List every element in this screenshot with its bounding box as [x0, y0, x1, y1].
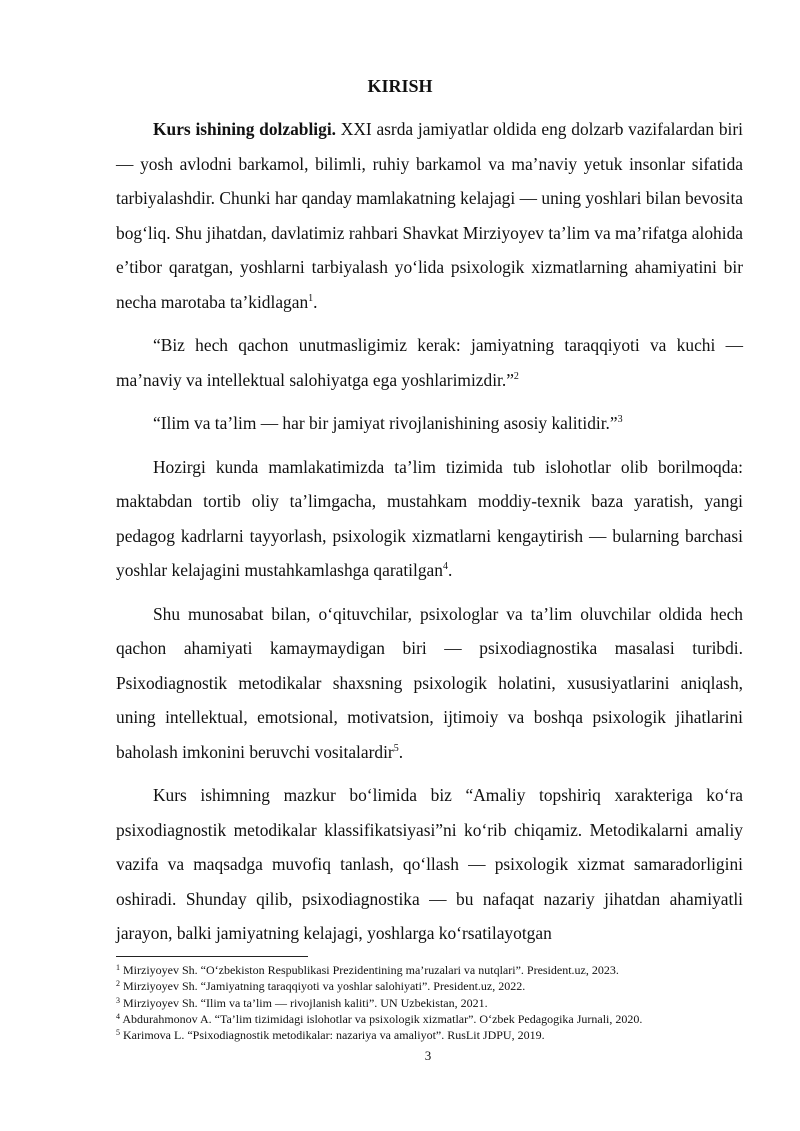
footnote-ref-2[interactable]: 2 — [513, 370, 519, 382]
course-text: Kurs ishimning mazkur bo‘limida biz “Amaliy topshiriq xarakteriga ko‘ra psixodiagnostik metodikalar klassifikatsiyasi”ni ko‘rib chiqamiz. Metodikalarni amaliy vazifa va maqsadga muvofiq tanlash, qo‘llash — psixologik xizmat samaradorligini oshiradi. Shunday qilib, psixodiagnostika — bu nafaqat nazariy jihatdan ahamiyatli jarayon, balki jamiyatning kelajagi, yoshlarga ko‘rsatilayotgan — [116, 785, 743, 943]
footnote-number: 2 — [116, 979, 120, 989]
footnote-item — [116, 1027, 756, 1043]
footnote-text: Abdurahmonov A. “Ta’lim tizimidagi islohotlar va psixologik xizmatlar”. O‘zbek Pedagogika Jurnali, 2020. — [120, 1011, 643, 1026]
psychodiagnostics-end: . — [398, 741, 404, 762]
footnote-item — [116, 1011, 756, 1027]
footnote-ref-4[interactable]: 4 — [442, 561, 448, 572]
quote-paragraph-1 — [116, 328, 743, 397]
footnote-item — [116, 995, 756, 1011]
page-title: KIRISH — [367, 76, 433, 96]
intro-end: . — [313, 291, 318, 312]
footnote-ref-5[interactable]: 5 — [393, 742, 399, 754]
page-number: 3 — [424, 1048, 432, 1063]
quote-2-text: “Ilim va ta’lim — har bir jamiyat rivojlanishining asosiy kalitidir.” — [153, 413, 618, 433]
psychodiagnostics-text: Shu munosabat bilan, o‘qituvchilar, psixologlar va ta’lim oluvchilar oldida hech qachon ahamiyati kamaymaydigan biri — psixodiagnostika masalasi turibdi. Psixodiagnostik metodikalar shaxsning psixologik holatini, xususiyatlarini aniqlash, uning intellektual, emotsional, motivatsion, ijtimoiy va boshqa psixologik jihatlarini baholash imkonini beruvchi vositalardir — [116, 603, 743, 762]
footnote-number: 5 — [116, 1028, 120, 1038]
footnote-number: 3 — [116, 995, 120, 1005]
footnote-item — [116, 978, 756, 994]
reforms-text: Hozirgi kunda mamlakatimizda ta’lim tizimida tub islohotlar olib borilmoqda: maktabdan tortib oliy ta’limgacha, mustahkam moddiy-texnik baza yaratish, yangi pedagog kadrlarni tayyorlash, psixologik xizmatlarni kengaytirish — bularning barchasi yoshlar kelajagini mustahkamlashga qaratilgan — [116, 456, 743, 580]
reforms-end: . — [447, 560, 453, 580]
course-paragraph — [116, 778, 743, 951]
intro-lead: Kurs ishining dolzabligi. — [153, 119, 337, 139]
quote-paragraph-2 — [116, 406, 743, 441]
footnote-item — [116, 962, 756, 978]
body-text — [116, 112, 743, 960]
footnote-text: Karimova L. “Psixodiagnostik metodikalar: nazariya va amaliyot”. RusLit JDPU, 2019. — [120, 1028, 545, 1043]
footnote-number: 1 — [116, 963, 120, 972]
reforms-paragraph — [116, 450, 743, 588]
intro-paragraph — [116, 112, 743, 319]
footnote-separator — [116, 956, 308, 957]
quote-1-text: “Biz hech qachon unutmasligimiz kerak: jamiyatning taraqqiyoti va kuchi — ma’naviy va intellektual salohiyatga ega yoshlarimizdir.” — [116, 335, 743, 390]
footnote-text: Mirziyoyev Sh. “Jamiyatning taraqqiyoti va yoshlar salohiyati”. President.uz, 2022. — [120, 979, 526, 994]
footnote-text: Mirziyoyev Sh. “O‘zbekiston Respublikasi Prezidentining ma’ruzalari va nutqlari”. President.uz, 2023. — [120, 963, 619, 977]
psychodiagnostics-paragraph — [116, 597, 743, 770]
footnote-number: 4 — [116, 1011, 120, 1021]
footnote-text: Mirziyoyev Sh. “Ilim va ta’lim — rivojlanish kaliti”. UN Uzbekistan, 2021. — [120, 995, 488, 1010]
footnotes — [116, 962, 756, 1043]
footnote-ref-3[interactable]: 3 — [617, 414, 623, 425]
intro-text: XXI asrda jamiyatlar oldida eng dolzarb vazifalardan biri — yosh avlodni barkamol, bilimli, ruhiy barkamol va ma’naviy yetuk insonlar sifatida tarbiyalashdir. Chunki har qanday mamlakatning kelajagi — uning yoshlari bilan bevosita bog‘liq. Shu jihatdan, davlatimiz rahbari Shavkat Mirziyoyev ta’lim va ma’rifatga alohida e’tibor qaratgan, yoshlarni tarbiyalash yo‘lida psixologik xizmatlarning ahamiyatini bir necha marotaba ta’kidlagan — [116, 119, 743, 312]
footnote-ref-1[interactable]: 1 — [308, 292, 314, 304]
